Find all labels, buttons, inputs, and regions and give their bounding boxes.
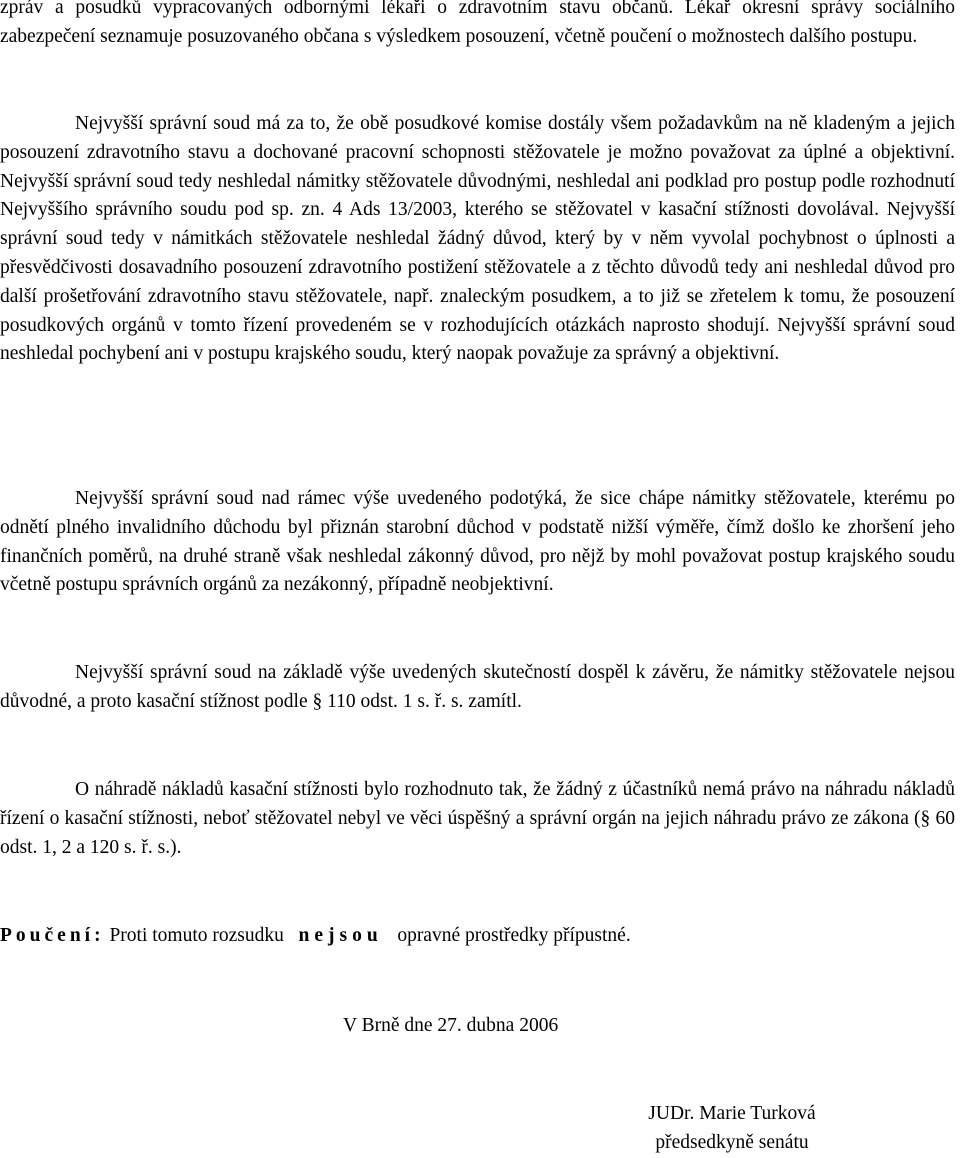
legal-notice-text-before: Proti tomuto rozsudku: [109, 925, 284, 946]
signature-name: JUDr. Marie Turková: [648, 1103, 816, 1124]
legal-notice: [0, 922, 631, 950]
paragraph-continuation: zpráv a posudků vypracovaných odbornými lékaři o zdravotním stavu občanů. Lékař okresní správy sociálního zabezpečení seznamuje posuzovaného občana s výsledkem posouzení, včetně poučení o možnostech dalšího postupu.: [0, 0, 955, 47]
date-line: V Brně dne 27. dubna 2006: [343, 1015, 559, 1036]
paragraph-conclusion: Nejvyšší správní soud na základě výše uvedených skutečností dospěl k závěru, že námitky stěžovatele nejsou důvodné, a proto kasační stížnost podle § 110 odst. 1 s. ř. s. zamítl.: [0, 662, 955, 712]
signature-block: [612, 1100, 852, 1157]
legal-notice-text-after: opravné prostředky přípustné.: [397, 925, 631, 946]
paragraph-court-assessment: Nejvyšší správní soud má za to, že obě posudkové komise dostály všem požadavkům na ně kladeným a jejich posouzení zdravotního stavu a dochované pracovní schopnosti stěžovatele je možno považovat za úplné a objektivní. Nejvyšší správní soud tedy neshledal námitky stěžovatele důvodnými, neshledal ani podklad pro postup podle rozhodnutí Nejvyššího správního soudu pod sp. zn. 4 Ads 13/2003, kterého se stěžovatel v kasační stížnosti dovolával. Nejvyšší správní soud tedy v námitkách stěžovatele neshledal žádný důvod, který by v něm vyvolal pochybnost o úplnosti a přesvědčivosti dosavadního posouzení zdravotního postižení stěžovatele a z těchto důvodů tedy ani neshledal důvod pro další prošetřování zdravotního stavu stěžovatele, např. znaleckým posudkem, a to již se zřetelem k tomu, že posouzení posudkových orgánů v tomto řízení provedeném se v rozhodujících otázkách naprosto shodují. Nejvyšší správní soud neshledal pochybení ani v postupu krajského soudu, který naopak považuje za správný a objektivní.: [0, 113, 955, 365]
paragraph-additional-remark: Nejvyšší správní soud nad rámec výše uvedeného podotýká, že sice chápe námitky stěžovatele, kterému po odnětí plného invalidního důchodu byl přiznán starobní důchod v podstatě nižší výměře, čímž došlo ke zhoršení jeho finančních poměrů, na druhé straně však neshledal zákonný důvod, pro nějž by mohl považovat postup krajského soudu včetně postupu správních orgánů za nezákonný, případně neobjektivní.: [0, 488, 955, 596]
signature-title: předsedkyně senátu: [655, 1131, 809, 1153]
legal-notice-label: Poučení:: [0, 925, 105, 946]
legal-notice-emphasis: nejsou: [298, 925, 383, 946]
paragraph-costs: O náhradě nákladů kasační stížnosti bylo rozhodnuto tak, že žádný z účastníků nemá právo na náhradu nákladů řízení o kasační stížnosti, neboť stěžovatel nebyl ve věci úspěšný a správní orgán na jejich náhradu právo ze zákona (§ 60 odst. 1, 2 a 120 s. ř. s.).: [0, 779, 955, 858]
